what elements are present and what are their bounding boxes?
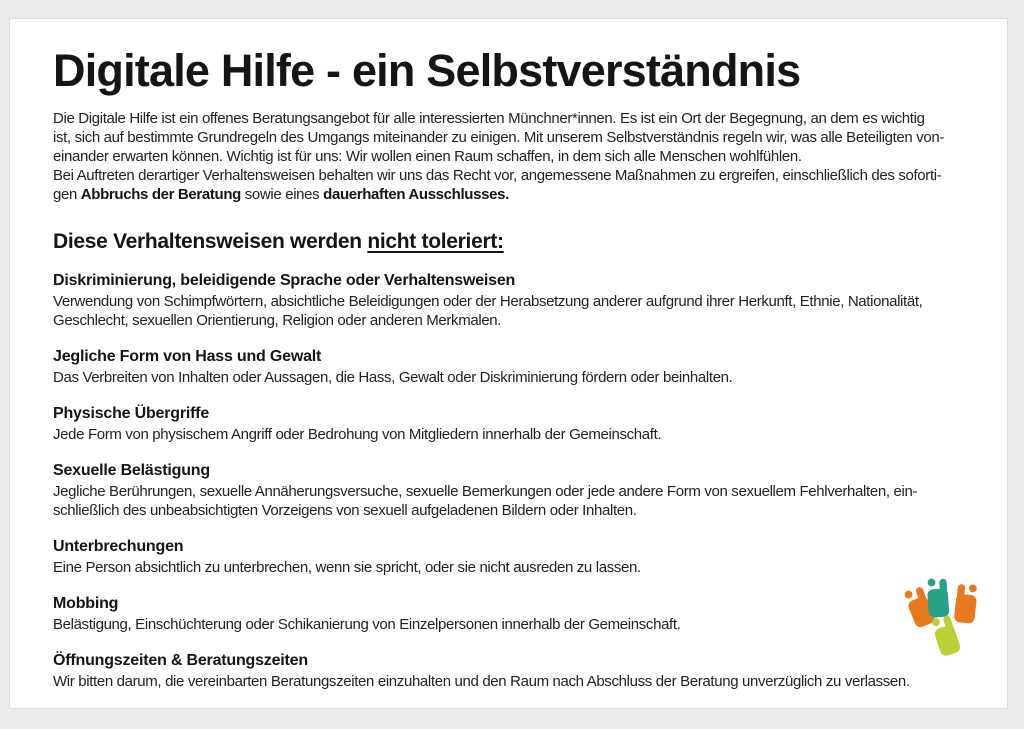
digitale-hilfe-logo [901, 578, 987, 660]
rule-title: Diskriminierung, beleidigende Sprache oder Verhaltensweisen [53, 272, 516, 289]
intro-line-1: Die Digitale Hilfe ist ein offenes Beratungsangebot für alle interessierten Münchner*innen. Es ist ein Ort der Begegnung, an dem es wichtig [53, 110, 925, 127]
intro-line-4: Bei Auftreten derartiger Verhaltensweisen behalten wir uns das Recht vor, angemessene Maßnahmen zu ergreifen, einschließlich des soforti- [53, 167, 942, 184]
intro-bold-ausschluss: dauerhaften Ausschlusses. [323, 186, 509, 203]
logo-figures-icon [901, 578, 987, 660]
rule-title: Unterbrechungen [53, 538, 184, 555]
rule-body-line: Jegliche Berührungen, sexuelle Annäherungsversuche, sexuelle Bemerkungen oder jede andere Form von sexuellem Fehlverhalten, ein- [53, 483, 918, 500]
logo-figure-right-icon [954, 583, 978, 624]
intro-paragraph [53, 109, 970, 204]
heading-text: Diese Verhaltensweisen werden [53, 230, 368, 253]
intro-bold-abbruch: Abbruchs der Beratung [80, 186, 241, 203]
rule-title: Mobbing [53, 595, 119, 612]
rule-title: Jegliche Form von Hass und Gewalt [53, 348, 322, 365]
heading-underlined-text: nicht toleriert: [367, 230, 504, 253]
intro-line-2: ist, sich auf bestimmte Grundregeln des Umgangs miteinander zu einigen. Mit unserem Selbstverständnis regeln wir, was alle Beteiligten von- [53, 129, 944, 146]
rule-sexual-harassment [53, 461, 970, 520]
document-page [9, 18, 1008, 709]
page-title: Digitale Hilfe - ein Selbstverständnis [53, 45, 801, 96]
intro-text: sowie eines [240, 186, 324, 203]
rule-body-line: schließlich des unbeabsichtigten Vorzeigens von sexuell aufgeladenen Bildern oder Inhalten. [53, 502, 637, 519]
rule-title: Öffnungszeiten & Beratungszeiten [53, 652, 308, 669]
rule-discrimination [53, 271, 970, 330]
rule-interruptions [53, 537, 970, 577]
rule-title: Physische Übergriffe [53, 405, 210, 422]
rule-body-line: Geschlecht, sexuellen Orientierung, Religion oder anderen Merkmalen. [53, 312, 502, 329]
not-tolerated-heading [53, 230, 970, 254]
rules-list [53, 271, 970, 691]
rule-body-line: Belästigung, Einschüchterung oder Schikanierung von Einzelpersonen innerhalb der Gemeinschaft. [53, 616, 681, 633]
rule-opening-hours [53, 651, 970, 691]
rule-body-line: Das Verbreiten von Inhalten oder Aussagen, die Hass, Gewalt oder Diskriminierung fördern oder beinhalten. [53, 369, 733, 386]
rule-body-line: Wir bitten darum, die vereinbarten Beratungszeiten einzuhalten und den Raum nach Abschluss der Beratung unverzüglich zu verlassen. [53, 673, 910, 690]
rule-hate-violence [53, 347, 970, 387]
intro-line-5 [53, 185, 970, 204]
rule-physical-assault [53, 404, 970, 444]
rule-title: Sexuelle Belästigung [53, 462, 210, 479]
rule-body-line: Jede Form von physischem Angriff oder Bedrohung von Mitgliedern innerhalb der Gemeinschaft. [53, 426, 662, 443]
rule-body-line: Verwendung von Schimpfwörtern, absichtliche Beleidigungen oder der Herabsetzung anderer aufgrund ihrer Herkunft, Ethnie, Nationalität, [53, 293, 923, 310]
rule-body-line: Eine Person absichtlich zu unterbrechen, wenn sie spricht, oder sie nicht ausreden zu lassen. [53, 559, 641, 576]
intro-text: gen [53, 186, 81, 203]
intro-line-3: einander erwarten können. Wichtig ist für uns: Wir wollen einen Raum schaffen, in dem sich alle Menschen wohlfühlen. [53, 148, 802, 165]
rule-mobbing [53, 594, 970, 634]
logo-figure-top-icon [926, 578, 949, 618]
